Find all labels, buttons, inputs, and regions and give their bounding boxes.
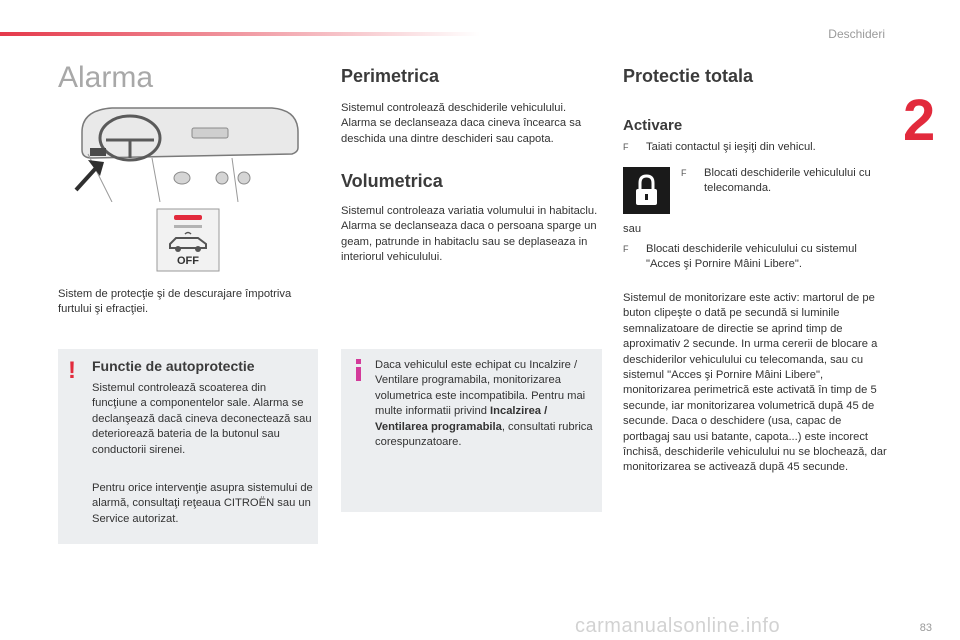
bullet-arrow-icon: F	[623, 142, 629, 152]
self-protection-para1: Sistemul controlează scoaterea din funcţiune a componentelor sale. Alarma se declanşează dacă cineva deconectează sau deteriorează bateria de la butonul sau conductorii sirenei.	[92, 382, 312, 456]
off-label: OFF	[177, 255, 199, 267]
info-bold-term: Incalzirea / Ventilarea programabila	[375, 405, 548, 433]
chapter-name: Deschideri	[828, 27, 885, 41]
alarm-button-illustration	[156, 208, 220, 272]
volumetric-title: Volumetrica	[341, 171, 443, 191]
warning-icon: !	[68, 357, 76, 384]
activation-title: Activare	[623, 117, 683, 134]
chapter-number: 2	[903, 88, 936, 153]
dashboard-illustration	[72, 102, 304, 202]
alarm-car-icon	[156, 208, 220, 272]
lock-icon	[623, 167, 670, 214]
bullet-arrow-icon: F	[681, 168, 687, 178]
total-protection-title: Protectie totala	[623, 66, 754, 86]
info-box	[341, 349, 602, 512]
alarm-description: Sistem de protecţie şi de descurajare împotriva furtului şi efracţiei.	[58, 288, 292, 316]
monitoring-text: Sistemul de monitorizare este activ: martorul de pe buton clipeşte o dată pe secundă si luminile semnalizatoare de directie se aprind timp de aproximativ 2 secunde. In urma cererii de blocare a deschiderilor vehiculului cu telecomanda, sau cu sistemul "Acces şi Pornire Mâini Libere", monitorizarea perimetrică este activată în timp de 5 secunde, iar monitorizarea volumetrică după 45 de secunde. Daca o deschidere (usa, capac de portbagaj sau usi batante, capota...) este incorect închisă, deschiderile vehiculului nu se blochează, dar monitorizarea se activează după 45 secunde.	[623, 292, 887, 474]
or-label: sau	[623, 223, 642, 235]
info-icon	[354, 359, 364, 381]
self-protection-title: Functie de autoprotectie	[92, 358, 255, 374]
self-protection-para2: Pentru orice intervenţie asupra sistemului de alarmă, consultaţi reţeaua CITROËN sau un Service autorizat.	[92, 482, 313, 525]
watermark: carmanualsonline.info	[575, 615, 781, 637]
volumetric-text: Sistemul controleaza variatia volumului in habitaclu. Alarma se declanseaza daca o persoana sparge un geam, patrunde in habitaclu sau se deplaseaza in interiorul vehiculului.	[341, 205, 598, 264]
bullet-arrow-icon: F	[623, 244, 629, 254]
info-text: Daca vehiculul este echipat cu Incalzire / Ventilare programabila, monitorizarea volumetrica este incompatibila. Pentru mai multe informatii privind Incalzirea / Ventilarea programabila, consultati rubrica corespunzatoare.	[375, 359, 593, 449]
page-title: Alarma	[58, 61, 154, 94]
perimetric-title: Perimetrica	[341, 66, 440, 86]
self-protection-box	[58, 349, 318, 544]
page-number: 83	[919, 622, 932, 634]
perimetric-text: Sistemul controlează deschiderile vehiculului. Alarma se declanseaza daca cineva încearca sa deschida una dintre deschideri sau capota.	[341, 102, 582, 145]
header-accent-bar	[0, 32, 480, 36]
